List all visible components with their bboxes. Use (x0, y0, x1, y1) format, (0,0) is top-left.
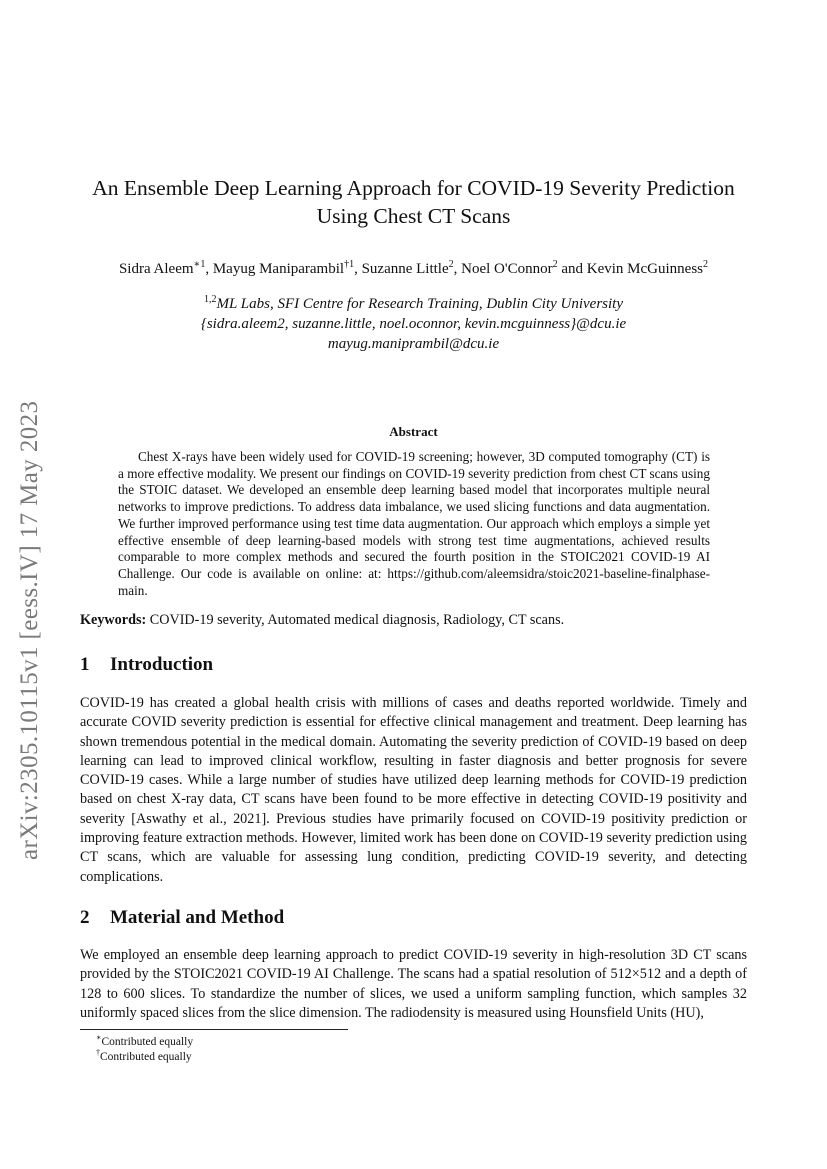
affiliation-sup: 1,2 (203, 294, 217, 305)
author-sup: 2 (703, 259, 709, 270)
author-sup: †1 (344, 259, 355, 270)
author-list: Sidra Aleem$^{∗1}$, Mayug Maniparambil$^{\dagger 1}$, Suzanne Little$^2$, Noel O'Connor$^2$ and Kevin McGuinness$^2$ (118, 259, 709, 277)
keywords (80, 612, 747, 629)
method-paragraph: We employed an ensemble deep learning approach to predict COVID-19 severity in high-resolution 3D CT scans provided by the STOIC2021 COVID-19 AI Challenge. The scans had a spatial resolution of 512×512 and a depth of 128 to 600 slices. To standardize the number of slices, we used a uniform sampling function, which samples 32 uniformly spaced slices from the slice dimension. The radiodensity is measured using Hounsfield Units (HU), (80, 947, 747, 1021)
author-name: Mayug Maniparambil (212, 261, 345, 277)
paper-title: An Ensemble Deep Learning Approach for COVID-19 Severity Prediction Using Chest CT Scans (92, 176, 735, 228)
affiliation-emails: {sidra.aleem2, suzanne.little, noel.oconnor, kevin.mcguinness}@dcu.ie (200, 316, 627, 332)
author-name: Sidra Aleem (118, 261, 194, 277)
abstract-text: Chest X-rays have been widely used for COVID-19 screening; however, 3D computed tomography (CT) is a more effective modality. We present our findings on COVID-19 severity prediction from chest CT scans using the STOIC dataset. We developed an ensemble deep learning based model that incorporates multiple neural networks to improve predictions. To address data imbalance, we used slicing functions and data augmentation. We further improved performance using test time data augmentation. Our approach which employs a simple yet effective ensemble of deep learning-based models with strong test time augmentations, achieved results comparable to more complex methods and secured the fourth position in the STOIC2021 COVID-19 AI Challenge. Our code is available on online: at: https://github.com/aleemsidra/stoic2021-baseline-finalphase-main. (118, 449, 710, 598)
author-sup: 2 (552, 259, 558, 270)
section-title: Introduction (110, 654, 214, 675)
author-sup: ∗1 (193, 259, 206, 270)
arxiv-stamp (16, 352, 46, 860)
author-name: Noel O'Connor (461, 261, 553, 277)
affiliation-email: mayug.maniprambil@dcu.ie (327, 336, 500, 352)
section-number: 2 (80, 907, 90, 928)
section-title: Material and Method (110, 907, 285, 928)
footnote (96, 1033, 193, 1048)
footnote (96, 1048, 192, 1063)
affiliation (60, 290, 767, 354)
footnote-mark: † (96, 1048, 100, 1057)
keywords-label: Keywords: (80, 612, 147, 628)
keywords-text: COVID-19 severity, Automated medical diagnosis, Radiology, CT scans. (149, 612, 565, 628)
arxiv-stamp-text: arXiv:2305.10115v1 [eess.IV] 17 May 2023 (16, 400, 43, 860)
author-sup: 2 (448, 259, 454, 270)
author-name: Suzanne Little (361, 261, 449, 277)
section-heading-method (80, 907, 284, 929)
affiliation-line: ML Labs, SFI Centre for Research Training, Dublin City University (216, 296, 624, 312)
footnote-mark: ∗ (96, 1033, 102, 1042)
footnote-rule (80, 1029, 348, 1030)
abstract-heading: Abstract (389, 424, 438, 439)
introduction-paragraph: COVID-19 has created a global health crisis with millions of cases and deaths reported worldwide. Timely and accurate COVID severity prediction is essential for effective clinical management and treatment. Deep learning has shown tremendous potential in the medical domain. Automating the severity prediction of COVID-19 based on deep learning can lead to improved clinical workflow, resulting in faster diagnosis and better prognosis for severe COVID-19 cases. While a large number of studies have utilized deep learning methods for COVID-19 prediction based on chest X-ray data, CT scans have been found to be more effective in detecting COVID-19 positivity and severity [Aswathy et al., 2021]. Previous studies have primarily focused on COVID-19 positivity prediction or improving feature extraction methods. However, limited work has been done on COVID-19 severity prediction using CT scans, which are valuable for assessing lung condition, predicting COVID-19 severity, and detecting complications. (80, 695, 747, 885)
footnote-text: Contributed equally (101, 1035, 194, 1048)
author-name: Kevin McGuinness (586, 261, 704, 277)
footnote-text: Contributed equally (100, 1050, 192, 1063)
section-heading-introduction (80, 654, 213, 676)
section-number: 1 (80, 654, 90, 675)
